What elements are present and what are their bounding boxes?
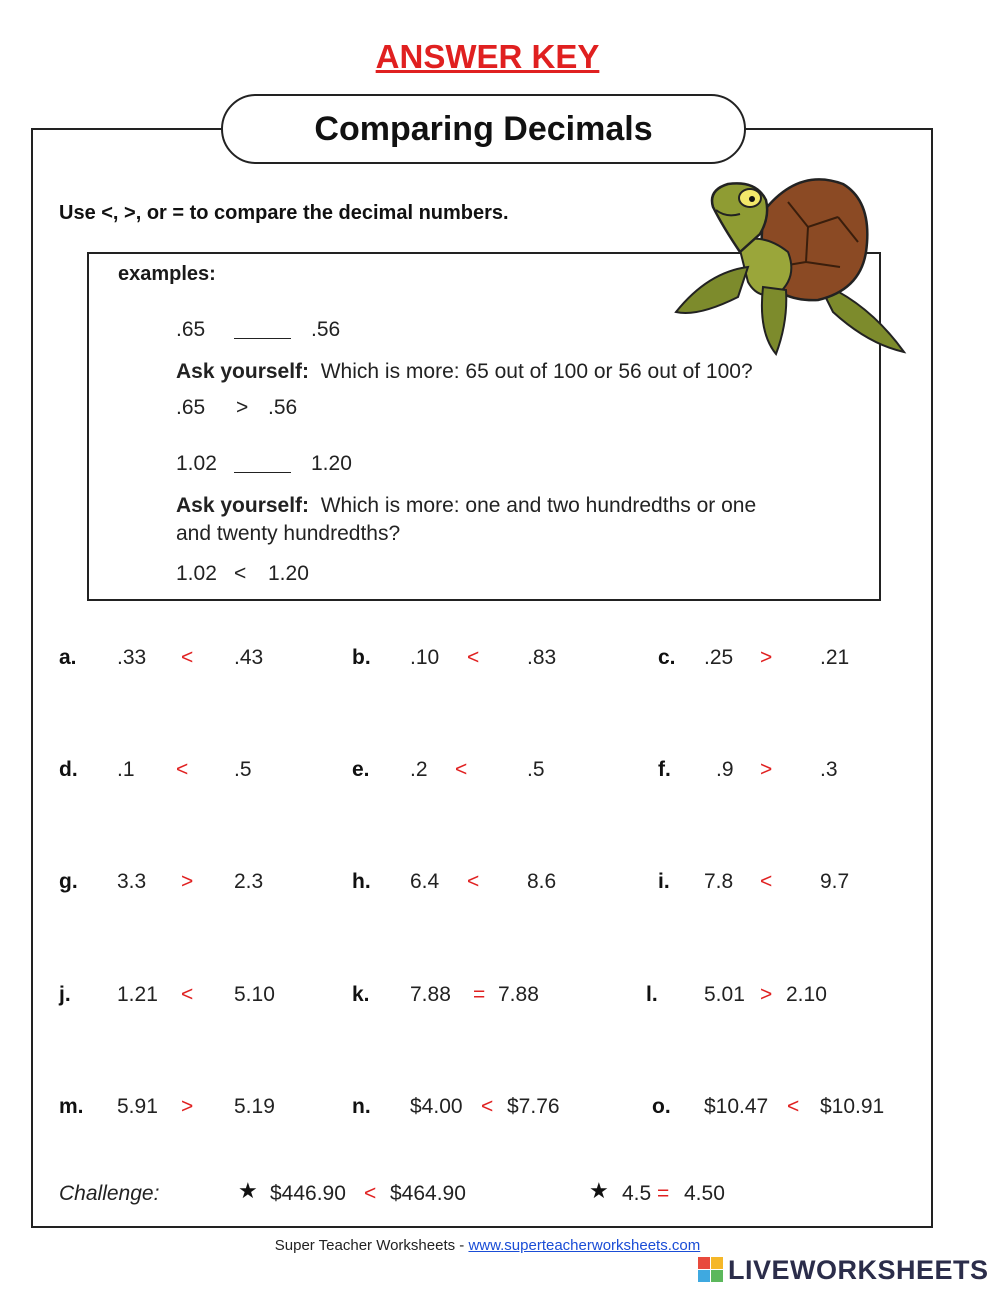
examples-label: examples:	[118, 263, 216, 285]
problem-letter: e.	[352, 758, 370, 781]
liveworksheets-logo-icon	[698, 1257, 724, 1283]
problem-letter: n.	[352, 1095, 371, 1118]
problem-letter: o.	[652, 1095, 671, 1118]
star-icon: ★	[238, 1178, 258, 1203]
challenge-label: Challenge:	[59, 1182, 160, 1205]
problem-right: 9.7	[820, 870, 850, 893]
problem-right: .83	[527, 646, 557, 669]
answer-key-heading: ANSWER KEY	[375, 38, 600, 75]
challenge-2-left: 4.5	[622, 1182, 652, 1205]
problem-left: .10	[410, 646, 440, 669]
problem-right: 5.10	[234, 983, 275, 1006]
problem-right: .5	[527, 758, 545, 781]
problem-left: 7.88	[410, 983, 451, 1006]
problem-letter: l.	[646, 983, 658, 1006]
problem-answer[interactable]: <	[181, 983, 194, 1006]
problem-letter: i.	[658, 870, 670, 893]
problem-right: 2.3	[234, 870, 264, 893]
problem-letter: k.	[352, 983, 370, 1006]
star-icon: ★	[589, 1178, 609, 1203]
example-2-ask-text-1: Which is more: one and two hundredths or one	[320, 494, 757, 517]
example-2-blank	[234, 456, 291, 478]
challenge-1-right: $464.90	[390, 1182, 466, 1205]
problem-answer[interactable]: <	[176, 758, 189, 781]
challenge-2-answer[interactable]: =	[657, 1182, 670, 1205]
example-1-answer-sym: >	[236, 396, 249, 419]
problem-answer[interactable]: <	[455, 758, 468, 781]
problem-left: 3.3	[117, 870, 147, 893]
problem-answer[interactable]: >	[181, 870, 194, 893]
problem-left: 6.4	[410, 870, 440, 893]
example-2-ask-text-2: and twenty hundredths?	[176, 522, 401, 545]
example-2-right: 1.20	[311, 452, 352, 475]
example-2-answer-sym: <	[234, 562, 247, 585]
instructions: Use <, >, or = to compare the decimal numbers.	[59, 202, 509, 224]
footer-link[interactable]: www.superteacherworksheets.com	[468, 1237, 701, 1254]
problem-answer[interactable]: >	[181, 1095, 194, 1118]
problem-right: 2.10	[786, 983, 827, 1006]
page-title: Comparing Decimals	[221, 94, 746, 164]
example-1-left: .65	[176, 318, 206, 341]
problem-left: $4.00	[410, 1095, 463, 1118]
example-1-ask-text: Which is more: 65 out of 100 or 56 out of 100?	[320, 360, 753, 383]
problem-right: 5.19	[234, 1095, 275, 1118]
problem-left: 7.8	[704, 870, 734, 893]
problem-answer[interactable]: >	[760, 758, 773, 781]
problem-left: .25	[704, 646, 734, 669]
example-1-right: .56	[311, 318, 341, 341]
problem-left: .2	[410, 758, 428, 781]
liveworksheets-name: LIVEWORKSHEETS	[728, 1255, 989, 1285]
example-2-answer-left: 1.02	[176, 562, 217, 585]
problem-letter: m.	[59, 1095, 84, 1118]
challenge-2-right: 4.50	[684, 1182, 725, 1205]
problem-letter: a.	[59, 646, 77, 669]
problem-left: 1.21	[117, 983, 158, 1006]
problem-left: .1	[117, 758, 135, 781]
problem-right: .21	[820, 646, 850, 669]
problem-letter: j.	[59, 983, 71, 1006]
problem-right: .3	[820, 758, 838, 781]
footer	[0, 1237, 975, 1254]
problem-right: 7.88	[498, 983, 539, 1006]
challenge-1-left: $446.90	[270, 1182, 346, 1205]
problem-letter: h.	[352, 870, 371, 893]
problem-letter: c.	[658, 646, 676, 669]
problem-answer[interactable]: <	[787, 1095, 800, 1118]
example-2-ask-label: Ask yourself:	[176, 494, 310, 517]
problem-right: $10.91	[820, 1095, 885, 1118]
problem-answer[interactable]: <	[181, 646, 194, 669]
problem-answer[interactable]: <	[481, 1095, 494, 1118]
problem-answer[interactable]: <	[467, 870, 480, 893]
problem-answer[interactable]: <	[467, 646, 480, 669]
example-2-answer-right: 1.20	[268, 562, 309, 585]
problem-answer[interactable]: >	[760, 983, 773, 1006]
problem-answer[interactable]: =	[473, 983, 486, 1006]
problem-right: .43	[234, 646, 264, 669]
problem-right: $7.76	[507, 1095, 560, 1118]
problem-right: .5	[234, 758, 252, 781]
problem-left: 5.91	[117, 1095, 158, 1118]
problem-left: 5.01	[704, 983, 745, 1006]
example-1-answer-left: .65	[176, 396, 206, 419]
problem-left: $10.47	[704, 1095, 769, 1118]
problem-letter: g.	[59, 870, 78, 893]
example-2-left: 1.02	[176, 452, 217, 475]
problem-left: .9	[716, 758, 734, 781]
problem-right: 8.6	[527, 870, 557, 893]
problem-letter: b.	[352, 646, 371, 669]
problem-answer[interactable]: >	[760, 646, 773, 669]
problem-answer[interactable]: <	[760, 870, 773, 893]
problem-letter: d.	[59, 758, 78, 781]
footer-text: Super Teacher Worksheets -	[274, 1237, 469, 1254]
turtle-icon	[668, 172, 910, 358]
example-1-answer-right: .56	[268, 396, 298, 419]
problem-left: .33	[117, 646, 147, 669]
example-1-ask-label: Ask yourself:	[176, 360, 310, 383]
problem-letter: f.	[658, 758, 671, 781]
example-1-blank	[234, 322, 291, 344]
challenge-1-answer[interactable]: <	[364, 1182, 377, 1205]
